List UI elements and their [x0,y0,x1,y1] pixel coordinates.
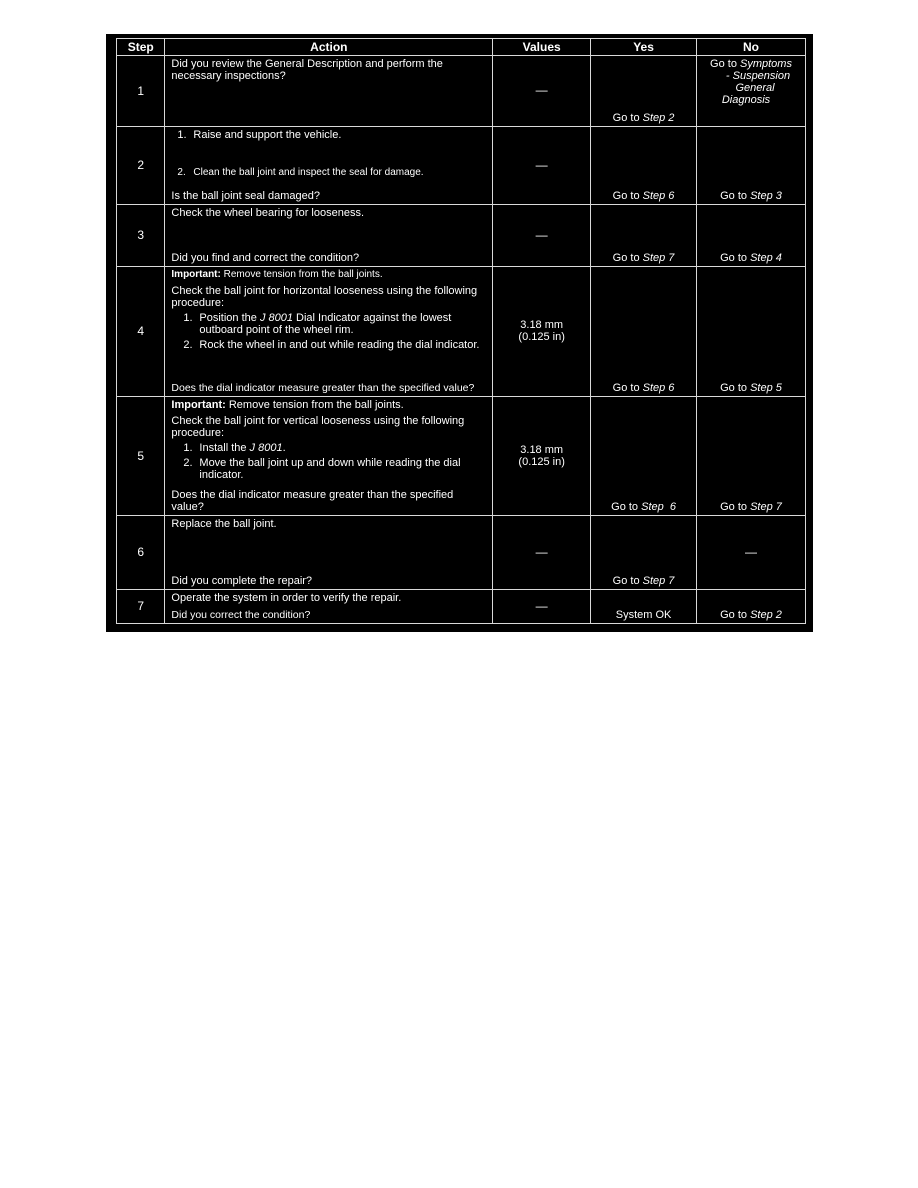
important-note [171,269,486,281]
no-link-step: Step 3 [750,189,782,202]
action-question: Is the ball joint seal damaged? [171,189,321,202]
procedure-item-text: Raise and support the vehicle. [193,128,342,141]
action-cell [165,515,493,589]
action-question: Does the dial indicator measure greater than the specified value? [171,382,475,395]
important-text: Remove tension from the ball joints. [225,399,404,412]
no-prefix: Go to [720,189,751,202]
value-imperial: (0.125 in) [518,331,565,344]
no-link-line-1 [697,58,805,70]
action-cell [165,589,493,623]
yes-prefix: Go to [612,574,643,587]
no-cell [697,56,806,127]
value-cell [493,397,591,515]
no-link-suspension: - Suspension [725,70,791,82]
yes-cell [591,515,697,589]
procedure-intro: Check the ball joint for horizontal looseness using the following procedure: [171,284,478,309]
diagnostic-table-panel [106,34,813,632]
yes-cell [591,56,697,127]
no-prefix: Go to [720,500,751,513]
value-imperial: (0.125 in) [518,455,565,468]
value-dash: — [535,598,548,613]
yes-goto-link[interactable] [591,575,696,587]
yes-link-step: Step 6 [641,500,676,513]
yes-link-step: Step 7 [642,251,675,264]
step-number: 3 [117,204,165,266]
procedure-item-1: 1. Position the J 8001 Dial Indicator against the lowest outboard point of the wheel rim. [183,311,452,336]
no-link-step: Step 5 [750,382,782,395]
tool-name: J 8001 [259,311,293,324]
no-cell [697,397,806,515]
no-goto-link[interactable] [697,382,805,394]
no-cell [697,126,806,204]
no-prefix: Go to [720,251,751,264]
yes-prefix: Go to [612,189,643,202]
value-cell [493,589,591,623]
no-link-step: Step 2 [750,609,782,621]
action-question: Does the dial indicator measure greater than the specified value? [171,488,454,513]
table-row-step-7 [117,589,806,623]
step-number: 7 [117,589,165,623]
value-dash: — [535,227,548,242]
yes-cell [591,204,697,266]
important-text: Remove tension from the ball joints. [220,268,383,280]
table-row-step-4 [117,266,806,397]
yes-goto-link[interactable] [591,190,696,202]
step-number: 5 [117,397,165,515]
no-link-diagnosis: Diagnosis [721,94,771,106]
value-dash: — [535,157,548,172]
important-label: Important: [171,268,221,280]
yes-prefix: Go to [612,111,643,124]
value-dash: — [535,544,548,559]
no-link-general: General [735,82,775,94]
action-cell [165,204,493,266]
important-label: Important: [171,399,226,412]
header-yes: Yes [591,39,697,56]
table-row-step-5 [117,397,806,515]
no-link-step: Step 4 [750,251,782,264]
action-text: Operate the system in order to verify the repair. [171,591,402,604]
yes-link-step: Step 6 [642,189,675,202]
step-number: 6 [117,515,165,589]
no-goto-link[interactable] [697,252,805,264]
yes-cell [591,126,697,204]
action-question: Did you correct the condition? [171,609,311,621]
yes-cell [591,397,697,515]
header-values: Values [493,39,591,56]
value-metric: 3.18 mm [520,443,564,456]
header-no: No [697,39,806,56]
yes-goto-link[interactable] [591,501,696,513]
action-text: Check the wheel bearing for looseness. [171,206,365,219]
action-cell [165,397,493,515]
action-text: Replace the ball joint. [171,517,277,530]
no-goto-link[interactable] [697,56,805,106]
no-cell [697,266,806,397]
header-action: Action [165,39,493,56]
table-row-step-1 [117,56,806,127]
table-row-step-6 [117,515,806,589]
header-step: Step [117,39,165,56]
yes-prefix: Go to [612,251,643,264]
no-link-step: Step 7 [750,500,782,513]
yes-prefix: Go to [612,382,643,395]
action-question: Did you complete the repair? [171,574,313,587]
no-link-symptoms: Symptoms [740,58,792,70]
step-number: 2 [117,126,165,204]
value-dash: — [535,83,548,98]
table-row-step-2 [117,126,806,204]
table-row-step-3 [117,204,806,266]
procedure-item-2: 2. Rock the wheel in and out while reading the dial indicator. [183,338,480,351]
yes-link-step: Step 7 [642,574,675,587]
no-cell [697,515,806,589]
procedure-intro: Check the ball joint for vertical looseness using the following procedure: [171,415,465,440]
yes-system-ok: System OK [615,609,672,621]
yes-cell [591,266,697,397]
action-cell [165,56,493,127]
no-prefix: Go to [720,609,751,621]
value-cell [493,204,591,266]
yes-link-step: Step 6 [642,382,675,395]
procedure-item-1: 1. Raise and support the vehicle. [177,128,342,141]
diagnostic-table [116,38,806,624]
no-dash: — [745,544,757,559]
action-text: Did you review the General Description and perform the necessary inspections? [171,58,443,82]
no-goto-link[interactable] [697,190,805,202]
value-cell [493,126,591,204]
tool-name: J 8001 [249,442,283,455]
value-cell [493,56,591,127]
yes-link-step: Step 2 [642,111,675,124]
procedure-item-2: 2. Clean the ball joint and inspect the seal for damage. [177,166,424,178]
step-number: 1 [117,56,165,127]
important-note [171,399,486,411]
value-cell [493,266,591,397]
no-cell [697,589,806,623]
yes-goto-link[interactable] [591,112,696,124]
no-cell [697,204,806,266]
yes-goto-link[interactable] [591,382,696,394]
no-prefix: Go to [710,58,740,70]
value-cell [493,515,591,589]
yes-cell [591,589,697,623]
action-cell [165,126,493,204]
header-row [117,39,806,56]
yes-prefix: Go to [611,500,642,513]
yes-goto-link[interactable] [591,252,696,264]
no-goto-link[interactable] [697,501,805,513]
action-question: Did you find and correct the condition? [171,251,360,264]
no-prefix: Go to [720,382,751,395]
step-number: 4 [117,266,165,397]
no-goto-link[interactable] [697,609,805,621]
value-metric: 3.18 mm [520,319,564,332]
procedure-item-text: Clean the ball joint and inspect the seal for damage. [193,166,424,178]
procedure-item-1: 1. Install the J 8001. [183,442,286,455]
action-cell [165,266,493,397]
procedure-item-2: 2. Move the ball joint up and down while reading the dial indicator. [183,457,461,482]
